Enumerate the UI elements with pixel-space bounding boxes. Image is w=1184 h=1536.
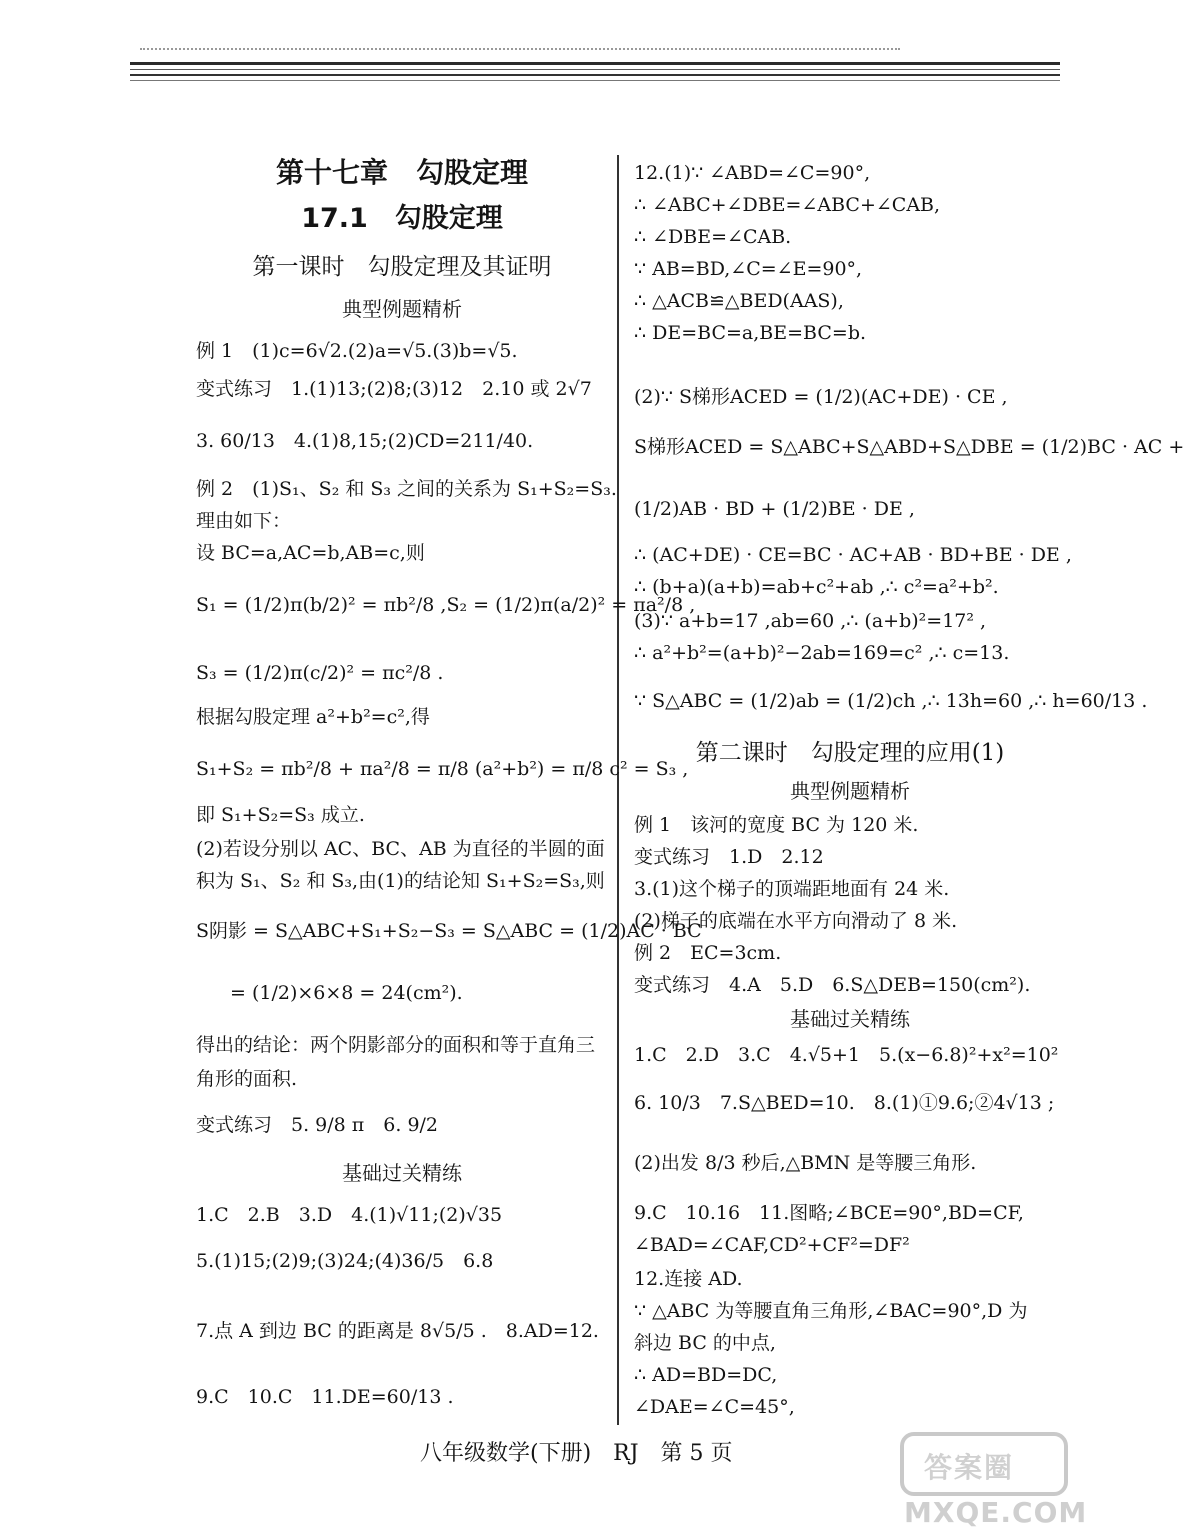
text-line: ∴ (AC+DE) · CE=BC · AC+AB · BD+BE · DE , xyxy=(634,544,1072,566)
text-line: (2)梯子的底端在水平方向滑动了 8 米. xyxy=(634,910,958,932)
text-line: 例 1 该河的宽度 BC 为 120 米. xyxy=(634,814,919,836)
formula-line: (2)∵ S梯形ACED = (1/2)(AC+DE) · CE , xyxy=(634,386,1008,408)
text-line: 变式练习 4.A 5.D 6.S△DEB=150(cm²). xyxy=(634,974,1031,996)
lesson-title: 第二课时 勾股定理的应用(1) xyxy=(695,740,1005,766)
subsection-title: 典型例题精析 xyxy=(342,297,462,321)
text-line: 例 1 (1)c=6√2.(2)a=√5.(3)b=√5. xyxy=(196,340,518,362)
text-line: 斜边 BC 的中点, xyxy=(634,1332,776,1354)
text-line: ∠BAD=∠CAF,CD²+CF²=DF² xyxy=(634,1234,910,1256)
text-line: 6. 10/3 7.S△BED=10. 8.(1)①9.6;②4√13 ; xyxy=(634,1092,1055,1114)
text-line: ∴ a²+b²=(a+b)²−2ab=169=c² ,∴ c=13. xyxy=(634,642,1010,664)
subsection-title: 基础过关精练 xyxy=(342,1161,462,1185)
formula-line: = (1/2)×6×8 = 24(cm²). xyxy=(230,982,463,1004)
section-title: 17.1 勾股定理 xyxy=(301,203,503,234)
text-line: 1.C 2.D 3.C 4.√5+1 5.(x−6.8)²+x²=10² xyxy=(634,1044,1059,1066)
text-line: 3. 60/13 4.(1)8,15;(2)CD=211/40. xyxy=(196,430,534,452)
text-line: 1.C 2.B 3.D 4.(1)√11;(2)√35 xyxy=(196,1204,503,1226)
text-line: 变式练习 5. 9/8 π 6. 9/2 xyxy=(196,1114,439,1136)
text-line: 5.(1)15;(2)9;(3)24;(4)36/5 6.8 xyxy=(196,1250,494,1272)
text-line: ∴ ∠ABC+∠DBE=∠ABC+∠CAB, xyxy=(634,194,941,216)
scan-noise xyxy=(140,48,900,56)
text-line: 12.(1)∵ ∠ABD=∠C=90°, xyxy=(634,162,871,184)
text-line: 根据勾股定理 a²+b²=c²,得 xyxy=(196,706,430,728)
text-line: 变式练习 1.(1)13;(2)8;(3)12 2.10 或 2√7 xyxy=(196,378,592,400)
text-line: 变式练习 1.D 2.12 xyxy=(634,846,824,868)
text-line: (2)若设分别以 AC、BC、AB 为直径的半圆的面 xyxy=(196,838,605,860)
formula-line: S₁+S₂ = πb²/8 + πa²/8 = π/8 (a²+b²) = π/8 c² = S₃ , xyxy=(196,758,689,780)
text-line: 积为 S₁、S₂ 和 S₃,由(1)的结论知 S₁+S₂=S₃,则 xyxy=(196,870,605,892)
formula-line: (1/2)AB · BD + (1/2)BE · DE , xyxy=(634,498,915,520)
text-line: ∠DAE=∠C=45°, xyxy=(634,1396,795,1418)
top-rule xyxy=(130,69,1060,70)
formula-line: S₃ = (1/2)π(c/2)² = πc²/8 . xyxy=(196,662,444,684)
text-line: ∴ ∠DBE=∠CAB. xyxy=(634,226,792,248)
text-line: 例 2 (1)S₁、S₂ 和 S₃ 之间的关系为 S₁+S₂=S₃. xyxy=(196,478,617,500)
text-line: 设 BC=a,AC=b,AB=c,则 xyxy=(196,542,425,564)
subsection-title: 基础过关精练 xyxy=(790,1007,910,1031)
top-rule xyxy=(130,62,1060,65)
text-line: 3.(1)这个梯子的顶端距地面有 24 米. xyxy=(634,878,950,900)
text-line: ∵ △ABC 为等腰直角三角形,∠BAC=90°,D 为 xyxy=(634,1300,1028,1322)
text-line: ∴ AD=BD=DC, xyxy=(634,1364,778,1386)
column-divider xyxy=(617,155,619,1425)
text-line: ∴ (b+a)(a+b)=ab+c²+ab ,∴ c²=a²+b². xyxy=(634,576,999,598)
text-line: ∵ AB=BD,∠C=∠E=90°, xyxy=(634,258,863,280)
text-line: ∴ △ACB≌△BED(AAS), xyxy=(634,290,844,312)
formula-line: S阴影 = S△ABC+S₁+S₂−S₃ = S△ABC = (1/2)AC · BC xyxy=(196,920,702,942)
watermark-url: MXQE.COM xyxy=(904,1496,1088,1529)
text-line: (3)∵ a+b=17 ,ab=60 ,∴ (a+b)²=17² , xyxy=(634,610,987,632)
text-line: 9.C 10.C 11.DE=60/13 . xyxy=(196,1386,454,1408)
text-line: 理由如下： xyxy=(196,510,292,532)
text-line: 12.连接 AD. xyxy=(634,1268,743,1290)
formula-line: ∵ S△ABC = (1/2)ab = (1/2)ch ,∴ 13h=60 ,∴ h=60/13 . xyxy=(634,690,1148,712)
chapter-title: 第十七章 勾股定理 xyxy=(275,156,528,189)
text-line: 得出的结论：两个阴影部分的面积和等于直角三 xyxy=(196,1034,596,1056)
top-rule xyxy=(130,80,1060,81)
subsection-title: 典型例题精析 xyxy=(790,779,910,803)
watermark-badge-text: 答案圈 xyxy=(924,1451,1015,1484)
formula-line: S₁ = (1/2)π(b/2)² = πb²/8 ,S₂ = (1/2)π(a/2)² = πa²/8 , xyxy=(196,594,696,616)
watermark-logo xyxy=(900,1432,1068,1496)
formula-line: S梯形ACED = S△ABC+S△ABD+S△DBE = (1/2)BC · AC + xyxy=(634,436,1184,458)
text-line: 即 S₁+S₂=S₃ 成立. xyxy=(196,804,365,826)
text-line: (2)出发 8/3 秒后,△BMN 是等腰三角形. xyxy=(634,1152,977,1174)
text-line: ∴ DE=BC=a,BE=BC=b. xyxy=(634,322,867,344)
text-line: 7.点 A 到边 BC 的距离是 8√5/5 . 8.AD=12. xyxy=(196,1320,599,1342)
page-footer: 八年级数学(下册) RJ 第 5 页 xyxy=(420,1441,733,1466)
text-line: 角形的面积. xyxy=(196,1068,298,1090)
text-line: 9.C 10.16 11.图略;∠BCE=90°,BD=CF, xyxy=(634,1202,1024,1224)
top-rule xyxy=(130,74,1060,76)
lesson-title: 第一课时 勾股定理及其证明 xyxy=(252,254,552,280)
text-line: 例 2 EC=3cm. xyxy=(634,942,782,964)
